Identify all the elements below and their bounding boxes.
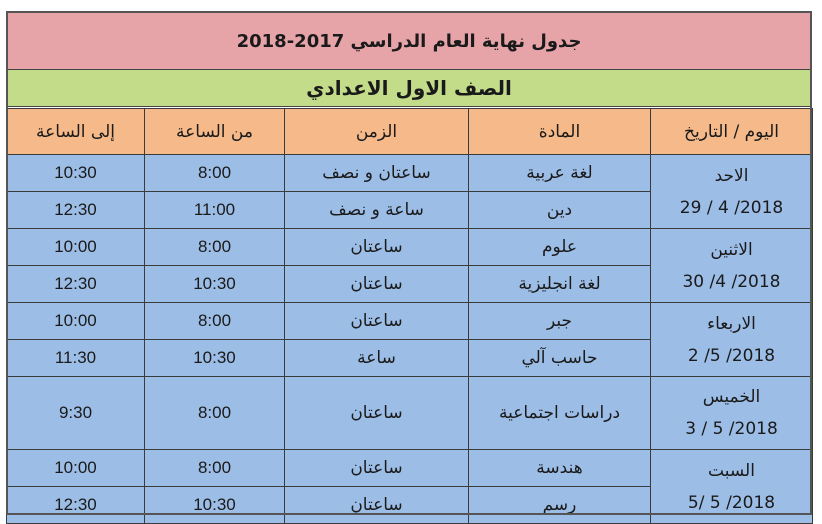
subject-cell: لغة انجليزية	[469, 266, 651, 303]
day-date: 2018/ 5/ 2	[687, 345, 776, 366]
day-date: 2018/ 5 /5	[687, 492, 776, 513]
subject-cell: هندسة	[469, 450, 651, 487]
subject-cell: دين	[469, 192, 651, 229]
subject-cell: علوم	[469, 229, 651, 266]
header-duration: الزمن	[285, 109, 469, 155]
grade-text: الصف الاول الاعدادي	[306, 76, 512, 100]
subject-cell: جبر	[469, 303, 651, 340]
duration-cell: ساعتان	[285, 377, 469, 450]
from-cell: 8:00	[145, 155, 285, 192]
day-date: 2018/ 4 / 29	[679, 197, 784, 218]
duration-cell: ساعتان	[285, 450, 469, 487]
duration-cell: ساعتان	[285, 303, 469, 340]
to-cell: 12:30	[7, 192, 145, 229]
from-cell: 10:30	[145, 487, 285, 524]
subject-cell: رسم	[469, 487, 651, 524]
to-cell: 9:30	[7, 377, 145, 450]
duration-cell: ساعتان	[285, 487, 469, 524]
day-name: الاثنين	[710, 239, 753, 260]
header-to: إلى الساعة	[7, 109, 145, 155]
subject-cell: دراسات اجتماعية	[469, 377, 651, 450]
from-cell: 8:00	[145, 303, 285, 340]
duration-cell: ساعتان	[285, 266, 469, 303]
to-cell: 10:00	[7, 450, 145, 487]
header-subject: المادة	[469, 109, 651, 155]
from-cell: 8:00	[145, 229, 285, 266]
to-cell: 12:30	[7, 487, 145, 524]
subject-cell: لغة عربية	[469, 155, 651, 192]
duration-cell: ساعة	[285, 340, 469, 377]
to-cell: 10:00	[7, 303, 145, 340]
from-cell: 8:00	[145, 450, 285, 487]
day-name: الخميس	[702, 387, 761, 407]
header-from: من الساعة	[145, 109, 285, 155]
duration-cell: ساعتان و نصف	[285, 155, 469, 192]
day-date: 2018/ 4/ 30	[682, 271, 781, 292]
to-cell: 10:00	[7, 229, 145, 266]
from-cell: 8:00	[145, 377, 285, 450]
subject-cell: حاسب آلي	[469, 340, 651, 377]
day-name: السبت	[708, 460, 755, 481]
duration-cell: ساعة و نصف	[285, 192, 469, 229]
schedule-title-text: جدول نهاية العام الدراسي 2017-2018	[236, 30, 582, 52]
from-cell: 11:00	[145, 192, 285, 229]
duration-cell: ساعتان	[285, 229, 469, 266]
from-cell: 10:30	[145, 266, 285, 303]
outer-frame	[6, 11, 812, 515]
to-cell: 10:30	[7, 155, 145, 192]
to-cell: 11:30	[7, 340, 145, 377]
header-day-date: اليوم / التاريخ	[651, 109, 813, 155]
to-cell: 12:30	[7, 266, 145, 303]
from-cell: 10:30	[145, 340, 285, 377]
day-date: 2018/ 5 / 3	[685, 419, 778, 439]
day-name: الاحد	[714, 165, 749, 186]
day-name: الاربعاء	[707, 313, 756, 334]
